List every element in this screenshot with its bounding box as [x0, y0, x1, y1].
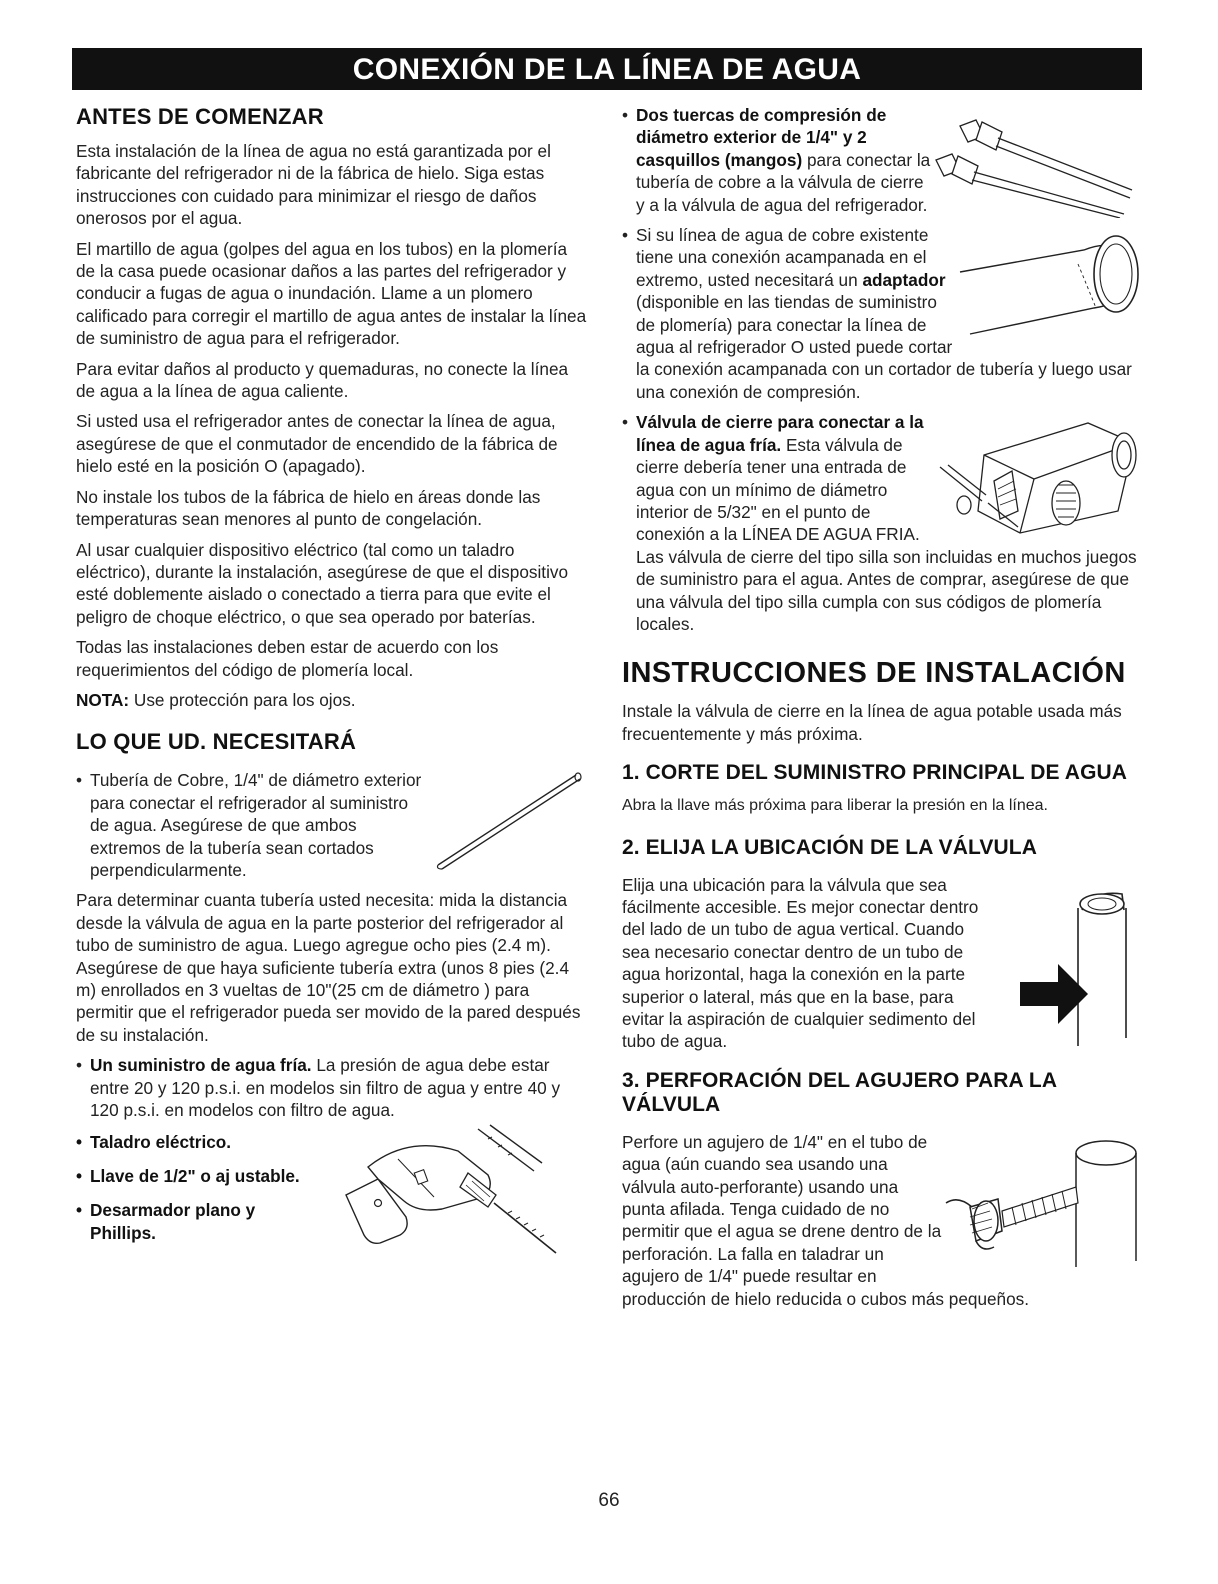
tools-block [76, 1131, 588, 1261]
paragraph-codigo-plomeria: Todas las instalaciones deben estar de acuerdo con los requerimientos del código de plomería local. [76, 637, 499, 680]
left-column [76, 104, 588, 1261]
adaptador-label: adaptador [862, 269, 946, 290]
right-column [622, 104, 1142, 1318]
heading-lo-que-necesitara: LO QUE UD. NECESITARÁ [76, 729, 357, 755]
heading-step-2: 2. ELIJA LA UBICACIÓN DE LA VÁLVULA [622, 835, 1037, 859]
paragraph-step-3: Perfore un agujero de 1/4" en el tubo de agua (aún cuando sea usando una válvula auto-perforante) usando una punta afilada. Tenga cuidado de no permitir que el agua se drene dentro de la perforación. La falla en taladrar un agujero de 1/4" puede resultar en producción de hielo reducida o cubos más pequeños. [622, 1131, 1030, 1309]
note [76, 689, 588, 711]
suministro-label: Un suministro de agua fría. [90, 1055, 312, 1076]
section-banner: CONEXIÓN DE LA LÍNEA DE AGUA [72, 48, 1142, 90]
vertical-pipe-arrow-icon [992, 880, 1142, 1060]
list-item-valvula [622, 411, 1142, 635]
tuercas-text: para conectar la tubería de cobre a la válvula de cierre y a la válvula de agua del refrigerador. [636, 149, 931, 215]
list-item-tuercas [622, 104, 1142, 216]
paragraph-martillo-de-agua: El martillo de agua (golpes del agua en los tubos) en la plomería de la casa puede ocasionar daños a las partes del refrigerador y conducir a fugas de agua o inundación. Llame a un plomero calificado para corregir el martillo de agua antes de instalar la línea de suministro de agua para el refrigerador. [76, 238, 587, 349]
drill-bit-pipe-icon [942, 1137, 1142, 1273]
tuercas-label: Dos tuercas de compresión de diámetro exterior de 1/4" y 2 casquillos (mangos) [636, 105, 887, 170]
paragraph-fabrica-hielo: Si usted usa el refrigerador antes de conectar la línea de agua, asegúrese de que el conmutador de encendido de la fábrica de hielo esté en la posición O (apagado). [76, 411, 558, 477]
paragraph-congelacion: No instale los tubos de la fábrica de hielo en áreas donde las temperaturas sean menores al punto de congelación. [76, 486, 541, 530]
suministro-text: La presión de agua debe estar entre 20 y 120 p.s.i. en modelos sin filtro de agua y entre 40 y 120 p.s.i. en modelos con filtro de agua. [90, 1055, 561, 1121]
paragraph-step-2: Elija una ubicación para la válvula que sea fácilmente accesible. Es mejor conectar dentro del lado de un tubo de agua vertical. Cuando sea necesario conectar dentro de un tubo de agua horizontal, haga la conexión en la parte superior o lateral, más que en la base, para evitar la aspiración de cualquier sedimento del tubo de agua. [622, 874, 979, 1052]
paragraph-instrucciones-intro: Instale la válvula de cierre en la línea de agua potable usada más frecuentemente y más próxima. [622, 701, 1122, 744]
note-label: NOTA: [76, 689, 130, 710]
paragraph-step-1: Abra la llave más próxima para liberar la presión en la línea. [622, 797, 1048, 815]
paragraph-determinar-tuberia: Para determinar cuanta tubería usted necesita: mida la distancia desde la válvula de agua en la parte posterior del refrigerador al tubo de suministro de agua. Luego agregue ocho pies (2.4 m). Asegúrese de que haya suficiente tubería extra (unos 8 pies (2.4 m) enrollados en 3 vueltas de 10"(25 cm de diámetro ) para permitir que el refrigerador pueda ser movido de la pared después de su instalación. [76, 890, 581, 1045]
valvula-text: Esta válvula de cierre debería tener una entrada de agua con un mínimo de diámetro interior de 5/32" en el punto de conexión a la LÍNEA DE AGUA FRIA. Las válvula de cierre del tipo silla son incluidas en muchos juegos de suministro para el agua. Antes de comprar, asegúrese de que una válvula del tipo silla cumpla con sus códigos de plomería locales. [636, 434, 1137, 634]
list-item-llave: • Llave de 1/2" o aj ustable. [76, 1165, 350, 1187]
heading-instrucciones: INSTRUCCIONES DE INSTALACIÓN [622, 657, 1126, 690]
page-number: 66 [598, 1490, 620, 1511]
tuberia-text: Tubería de Cobre, 1/4" de diámetro exterior para conectar el refrigerador al suministro de agua. Asegúrese de que ambos extremos de la tubería sean cortados perpendicularmente. [90, 770, 422, 880]
list-item-taladro: • Taladro eléctrico. [76, 1131, 350, 1153]
valvula-label: Válvula de cierre para conectar a la línea de agua fría. [636, 412, 924, 455]
drill-illustration [338, 1117, 568, 1257]
heading-antes-de-comenzar: ANTES DE COMENZAR [76, 104, 324, 129]
list-item-tuberia [76, 769, 588, 881]
paragraph-dispositivo-electrico: Al usar cualquier dispositivo eléctrico (tal como un taladro eléctrico), durante la instalación, asegúrese de que el dispositivo esté doblemente aislado o conectado a tierra para que evite el peligro de choque eléctrico, o que sea operado por baterías. [76, 539, 569, 627]
heading-step-1: 1. CORTE DEL SUMINISTRO PRINCIPAL DE AGUA [622, 761, 1128, 785]
note-text: Use protección para los ojos. [129, 689, 356, 710]
adaptador-post: (disponible en las tiendas de suministro de plomería) para conectar la línea de agua al refrigerador O usted puede cortar la conexión acampanada con un cortador de tubería y luego usar una conexión de compresión. [636, 292, 1132, 402]
list-item-adaptador [622, 224, 1142, 403]
paragraph-garantia: Esta instalación de la línea de agua no está garantizada por el fabricante del refrigerador ni de la fábrica de hielo. Siga estas instrucciones con cuidado para minimizar el riesgo de daños onerosos por el agua. [76, 141, 551, 229]
heading-step-3: 3. PERFORACIÓN DEL AGUJERO PARA LA VÁLVULA [622, 1068, 1057, 1116]
adaptador-pre: Si su línea de agua de cobre existente tiene una conexión acampanada en el extremo, usted necesitará un [636, 225, 929, 290]
vertical-pipe-illustration [992, 880, 1142, 1060]
list-item-desarmador: • Desarmador plano y Phillips. [76, 1199, 310, 1244]
drill-icon [338, 1117, 568, 1257]
list-item-suministro [76, 1054, 588, 1121]
paragraph-agua-caliente: Para evitar daños al producto y quemaduras, no conecte la línea de agua a la línea de agua caliente. [76, 358, 569, 402]
drilling-pipe-illustration [942, 1137, 1142, 1273]
